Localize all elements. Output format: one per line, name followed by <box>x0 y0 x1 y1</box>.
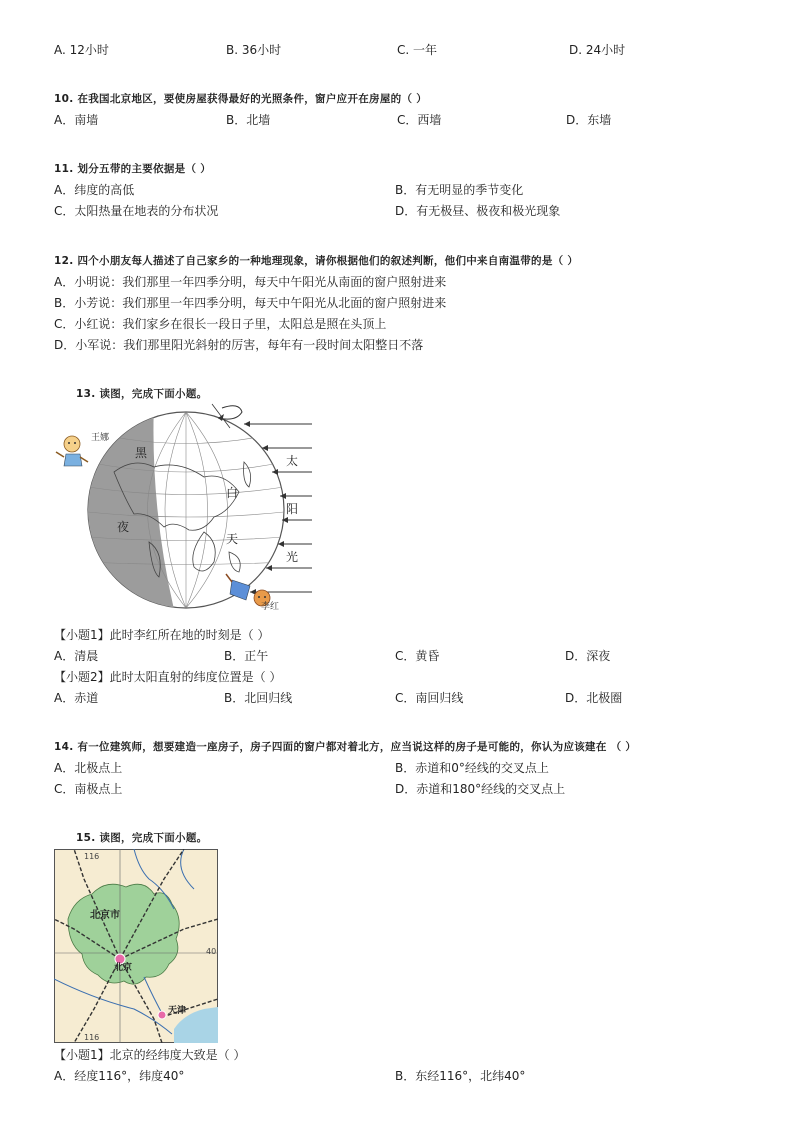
map-city-beijing: 北京 <box>114 963 133 973</box>
q10-option-a[interactable]: A．南墙 <box>54 113 99 127</box>
q13-sub1-option-a[interactable]: A．清晨 <box>54 649 99 663</box>
map-lon-bottom: 116 <box>84 1033 100 1042</box>
q13-sub2-option-b[interactable]: B．北回归线 <box>224 691 293 705</box>
q10-option-b[interactable]: B．北墙 <box>226 113 271 127</box>
q10-option-c[interactable]: C．西墙 <box>397 113 442 127</box>
day-char-1: 白 <box>226 486 239 500</box>
q15-sub1-option-a[interactable]: A．经度116°，纬度40° <box>54 1069 185 1083</box>
q15-map-figure <box>54 849 218 1043</box>
q13-stem: 13. 读图，完成下面小题。 <box>76 388 208 400</box>
label-wangna: 王娜 <box>91 433 110 443</box>
q13-sub1-option-b[interactable]: B．正午 <box>224 649 269 663</box>
q11-option-d[interactable]: D．有无极昼、极夜和极光现象 <box>395 204 561 218</box>
q13-globe-figure <box>54 402 316 616</box>
q11-option-b[interactable]: B．有无明显的季节变化 <box>395 183 524 197</box>
q13-sub1-option-c[interactable]: C．黄昏 <box>395 649 440 663</box>
q12-stem: 12. 四个小朋友每人描述了自己家乡的一种地理现象，请你根据他们的叙述判断，他们中来自南温带的是（ ） <box>54 255 579 267</box>
map-lon-top: 116 <box>84 852 100 861</box>
sun-char-1: 太 <box>286 454 299 468</box>
q15-stem: 15. 读图，完成下面小题。 <box>76 832 208 844</box>
day-char-2: 天 <box>226 532 239 546</box>
night-char-2: 夜 <box>117 520 130 534</box>
night-char-1: 黑 <box>135 446 148 460</box>
q14-option-c[interactable]: C．南极点上 <box>54 782 123 796</box>
q13-sub1-option-d[interactable]: D．深夜 <box>565 649 611 663</box>
q13-sub2-option-c[interactable]: C．南回归线 <box>395 691 464 705</box>
map-city-tianjin: 天津 <box>168 1006 187 1016</box>
label-lihong: 李红 <box>261 602 280 612</box>
q14-option-a[interactable]: A．北极点上 <box>54 761 123 775</box>
q9-option-c[interactable]: C. 一年 <box>397 43 438 57</box>
q9-option-a[interactable]: A. 12小时 <box>54 43 109 57</box>
q11-stem: 11. 划分五带的主要依据是（ ） <box>54 163 212 175</box>
q13-sub2-option-a[interactable]: A．赤道 <box>54 691 99 705</box>
q14-stem: 14. 有一位建筑师，想要建造一座房子，房子四面的窗户都对着北方，应当说这样的房子是可能的，你认为应该建在 （ ） <box>54 741 637 753</box>
q10-option-d[interactable]: D．东墙 <box>566 113 612 127</box>
q13-sub2-option-d[interactable]: D．北极圈 <box>565 691 623 705</box>
q13-sub1-stem: 【小题1】此时李红所在地的时刻是（ ） <box>54 628 270 642</box>
q14-option-b[interactable]: B．赤道和0°经线的交叉点上 <box>395 761 549 775</box>
wangna-figure <box>56 436 88 466</box>
q12-option-c[interactable]: C．小红说：我们家乡在很长一段日子里，太阳总是照在头顶上 <box>54 317 387 331</box>
q14-option-d[interactable]: D．赤道和180°经线的交叉点上 <box>395 782 566 796</box>
q9-option-b[interactable]: B. 36小时 <box>226 43 282 57</box>
sun-char-3: 光 <box>286 550 299 564</box>
q12-option-a[interactable]: A．小明说：我们那里一年四季分明，每天中午阳光从南面的窗户照射进来 <box>54 275 447 289</box>
sun-char-2: 阳 <box>286 502 299 516</box>
q9-option-d[interactable]: D. 24小时 <box>569 43 626 57</box>
map-region-label: 北京市 <box>90 910 120 921</box>
q11-option-a[interactable]: A．纬度的高低 <box>54 183 135 197</box>
q12-option-b[interactable]: B．小芳说：我们那里一年四季分明，每天中午阳光从北面的窗户照射进来 <box>54 296 447 310</box>
q15-sub1-option-b[interactable]: B．东经116°，北纬40° <box>395 1069 526 1083</box>
q12-option-d[interactable]: D．小军说：我们那里阳光斜射的厉害，每年有一段时间太阳整日不落 <box>54 338 424 352</box>
q10-stem: 10. 在我国北京地区，要使房屋获得最好的光照条件，窗户应开在房屋的（ ） <box>54 93 428 105</box>
q11-option-c[interactable]: C．太阳热量在地表的分布状况 <box>54 204 219 218</box>
q13-sub2-stem: 【小题2】此时太阳直射的纬度位置是（ ） <box>54 670 282 684</box>
q15-sub1-stem: 【小题1】北京的经纬度大致是（ ） <box>54 1048 246 1062</box>
map-lat: 40 <box>206 947 217 956</box>
